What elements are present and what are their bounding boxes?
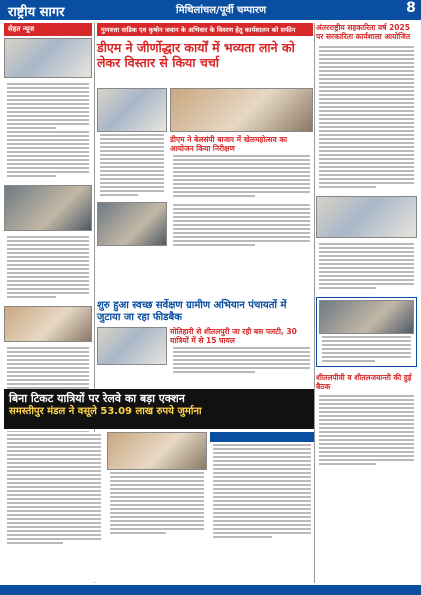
lower-text-1 <box>4 432 104 546</box>
left-kicker: सेहत न्यूज <box>4 23 92 36</box>
page-footer <box>0 585 421 595</box>
center-photo-1 <box>97 88 167 132</box>
center-text-2 <box>170 153 313 199</box>
right-headline: अंतरराष्ट्रीय सहकारिता वर्ष 2025 पर सरकारिता कार्यशाला आयोजित <box>316 23 411 41</box>
center-photo-4 <box>97 327 167 365</box>
lower-photo-1 <box>107 432 207 470</box>
page-section-title: मिथिलांचल/पूर्वी चम्पारण <box>176 5 267 16</box>
top-kicker-headline: गुणवत्ता वाडिक एव कृषोन जवान के अभिवार के विवरण हेतु कार्यशालन को सफीन <box>97 23 313 36</box>
left-article-text <box>4 81 92 179</box>
masthead <box>0 0 421 20</box>
mid-headline-3: मोतिहारी से शीतलपुरी जा रही बस पलटी, 30 यात्रियों में से 15 घायल <box>170 327 297 345</box>
right-top-story <box>316 23 417 583</box>
center-middle <box>97 300 313 386</box>
main-headline: डीएम ने जीर्णोद्धार कार्यों में भव्यता लाने को लेकर विस्तार से किया चर्चा <box>97 40 295 70</box>
mid-headline-2: शुरु हुआ स्वच्छ सर्वेक्षण ग्रामीण अभियान पंचायतों में जुटाया जा रहा फीडबैक <box>97 300 287 323</box>
right-boxed-text <box>319 334 414 364</box>
mid-headline-1: डीएम ने बेलसंपी बाजार में खेलमहोत्सव का आयोजन किया निरीक्षण <box>170 135 288 153</box>
right-boxed-story <box>316 297 417 367</box>
center-text-3 <box>170 202 313 248</box>
left-article-text-2 <box>4 234 92 300</box>
right-photo-2 <box>319 300 414 334</box>
railway-banner <box>4 389 314 429</box>
newspaper-brand: राष्ट्रीय सागर <box>8 5 65 20</box>
right-article-text-3 <box>316 393 417 467</box>
column-rule <box>314 23 315 583</box>
center-text-1 <box>97 132 167 198</box>
center-photo-2 <box>170 88 313 132</box>
right-article-text <box>316 44 417 190</box>
railway-banner-line-1: बिना टिकट यात्रियों पर रेलवे का बड़ा एक्शन <box>9 392 185 405</box>
left-lower-photo <box>4 306 92 342</box>
lower-grid <box>4 432 314 582</box>
left-mid-photo <box>4 185 92 231</box>
right-photo-1 <box>316 196 417 238</box>
center-text-4 <box>170 345 313 375</box>
main-story <box>97 23 313 85</box>
left-top-photo <box>4 38 92 78</box>
right-article-text-2 <box>316 241 417 291</box>
page-number: 8 <box>406 0 416 16</box>
lower-section-banner <box>210 432 314 442</box>
right-lower-headline: शीतलपीवी व शीतलजयान्ती की हुई बैठक <box>316 373 412 391</box>
lower-text-2 <box>107 470 207 536</box>
lower-text-3 <box>210 442 314 540</box>
center-photo-3 <box>97 202 167 246</box>
center-grid <box>97 88 313 298</box>
railway-banner-line-2: समस्तीपुर मंडल ने वसूले 53.09 लाख रुपये जुर्माना <box>9 406 202 417</box>
